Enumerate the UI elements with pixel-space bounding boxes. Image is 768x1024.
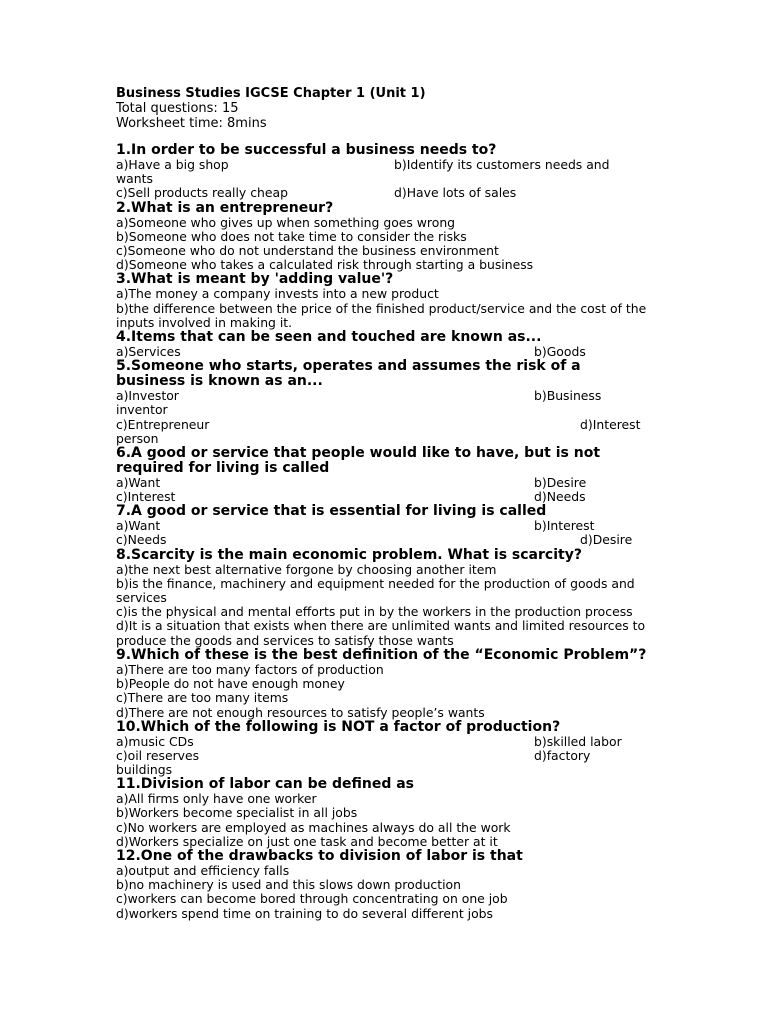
question-2: 2.What is an entrepreneur? (116, 199, 334, 216)
option-b: b)Someone who does not take time to consider the risks (116, 228, 467, 244)
worksheet-page (116, 86, 652, 921)
option-a: a)Services (116, 343, 181, 359)
worksheet-title: Business Studies IGCSE Chapter 1 (Unit 1) (116, 86, 426, 101)
question-1: 1.In order to be successful a business needs to? (116, 142, 497, 158)
option-b-continued: wants (116, 171, 153, 187)
option-a: a)the next best alternative forgone by choosing another item (116, 561, 497, 577)
options-row (116, 490, 652, 504)
option-a: a)Want (116, 518, 161, 534)
option-b: b)no machinery is used and this slows down production (116, 877, 461, 893)
option-b: b)Goods (534, 343, 586, 359)
question-11: 11.Division of labor can be defined as (116, 776, 414, 793)
option-b: b)People do not have enough money (116, 676, 345, 692)
option-a: a)There are too many factors of production (116, 661, 384, 677)
option-b: b)Desire (534, 474, 587, 490)
options-row (116, 345, 652, 359)
question-5: 5.Someone who starts, operates and assumes the risk of a business is known as an... (116, 358, 581, 390)
options-row (116, 158, 652, 172)
question-10: 10.Which of the following is NOT a factor of production? (116, 718, 561, 735)
total-questions: Total questions: 15 (116, 101, 239, 116)
option-c: c)Interest (116, 489, 176, 505)
option-a: a)music CDs (116, 733, 194, 749)
option-a: a)All firms only have one worker (116, 791, 317, 807)
question-7: 7.A good or service that is essential for living is called (116, 503, 547, 520)
option-d: d)Someone who takes a calculated risk through starting a business (116, 257, 534, 273)
options-row (116, 533, 652, 547)
option-c: c)Someone who do not understand the business environment (116, 242, 499, 258)
option-d: d)Desire (580, 532, 633, 548)
option-c: c)is the physical and mental efforts put in by the workers in the production process (116, 604, 633, 620)
option-c: c)There are too many items (116, 690, 289, 706)
option-b: b)the difference between the price of the finished product/service and the cost of the inputs involved in making it. (116, 300, 647, 330)
option-a: a)Want (116, 474, 161, 490)
options-row (116, 476, 652, 490)
options-row (116, 519, 652, 533)
option-d: d)Needs (534, 489, 586, 505)
option-d-continued: person (116, 430, 159, 446)
option-c: c)workers can become bored through concentrating on one job (116, 891, 508, 907)
question-6: 6.A good or service that people would like to have, but is not required for living is called (116, 444, 601, 476)
option-b-continued: inventor (116, 402, 168, 418)
option-b: b)skilled labor (534, 733, 622, 749)
question-9: 9.Which of these is the best definition of the “Economic Problem”? (116, 646, 647, 663)
options-row (116, 418, 652, 432)
option-c: c)oil reserves (116, 747, 200, 763)
worksheet-time: Worksheet time: 8mins (116, 116, 267, 131)
option-b: b)Business (534, 388, 602, 404)
option-c: c)Needs (116, 532, 167, 548)
option-a: a)output and efficiency falls (116, 863, 290, 879)
options-row (116, 186, 652, 200)
option-d: d)It is a situation that exists when there are unlimited wants and limited resources to produce the goods and services to satisfy those wants (116, 618, 646, 648)
options-row (116, 749, 652, 763)
option-a: a)The money a company invests into a new product (116, 286, 439, 302)
option-b: b)is the finance, machinery and equipment needed for the production of goods and services (116, 575, 635, 606)
question-8: 8.Scarcity is the main economic problem. What is scarcity? (116, 546, 582, 563)
options-row (116, 389, 652, 403)
question-4: 4.Items that can be seen and touched are known as... (116, 328, 542, 345)
option-d: d)There are not enough resources to satisfy people’s wants (116, 704, 485, 720)
options-row (116, 735, 652, 749)
option-d-continued: buildings (116, 762, 173, 778)
option-d: d)workers spend time on training to do several different jobs (116, 905, 493, 921)
option-a: a)Have a big shop (116, 157, 229, 172)
option-b: b)Interest (534, 518, 595, 534)
option-a: a)Someone who gives up when something goes wrong (116, 214, 456, 230)
option-b: b)Workers become specialist in all jobs (116, 805, 358, 821)
option-c: c)Sell products really cheap (116, 185, 288, 201)
option-a: a)Investor (116, 388, 179, 404)
option-c: c)Entrepreneur (116, 416, 210, 432)
option-d: d)factory (534, 747, 591, 763)
option-d: d)Interest (580, 416, 641, 432)
question-3: 3.What is meant by 'adding value'? (116, 271, 394, 288)
question-12: 12.One of the drawbacks to division of labor is that (116, 848, 523, 865)
option-d: d)Workers specialize on just one task and become better at it (116, 833, 498, 849)
option-d: d)Have lots of sales (394, 185, 517, 201)
option-c: c)No workers are employed as machines always do all the work (116, 819, 511, 835)
option-b: b)Identify its customers needs and (394, 157, 610, 172)
